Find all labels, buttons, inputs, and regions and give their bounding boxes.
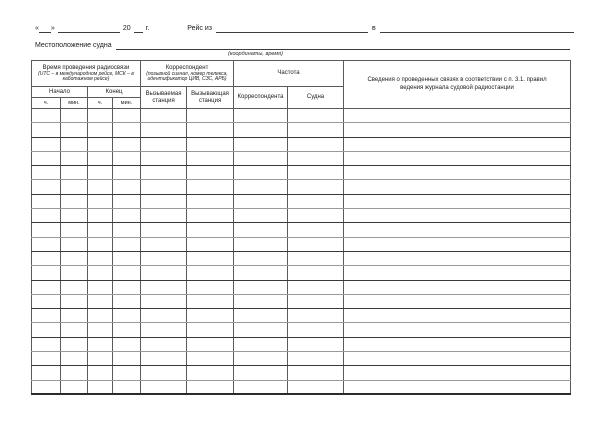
empty-cell <box>113 352 141 366</box>
empty-cell <box>187 194 234 208</box>
empty-cell <box>234 137 288 151</box>
empty-cell <box>88 337 113 351</box>
empty-cell <box>187 123 234 137</box>
empty-cell <box>288 366 344 380</box>
table-row <box>32 109 571 123</box>
empty-cell <box>141 166 187 180</box>
table-row <box>32 323 571 337</box>
empty-cell <box>61 194 88 208</box>
empty-cell <box>113 309 141 323</box>
frequency-correspondent-label: Корреспондента <box>237 94 284 101</box>
empty-cell <box>61 209 88 223</box>
empty-cell <box>187 180 234 194</box>
empty-cell <box>61 123 88 137</box>
empty-cell <box>61 223 88 237</box>
table-row <box>32 380 571 394</box>
empty-cell <box>88 280 113 294</box>
empty-cell <box>32 251 61 265</box>
empty-cell <box>32 280 61 294</box>
empty-cell <box>187 151 234 165</box>
empty-cell <box>32 337 61 351</box>
empty-cell <box>141 151 187 165</box>
empty-cell <box>344 366 571 380</box>
empty-cell <box>141 194 187 208</box>
col-header-start-minute <box>61 98 88 109</box>
col-header-frequency-correspondent <box>234 87 288 109</box>
header-group-row <box>32 61 571 87</box>
empty-cell <box>113 180 141 194</box>
empty-cell <box>344 123 571 137</box>
empty-cell <box>234 223 288 237</box>
ship-location-label: Местоположение судна <box>35 42 112 49</box>
empty-cell <box>88 352 113 366</box>
table-row <box>32 266 571 280</box>
table-row <box>32 251 571 265</box>
table-row <box>32 223 571 237</box>
empty-cell <box>141 294 187 308</box>
empty-cell <box>234 180 288 194</box>
called-station-label: Вызываемая станция <box>145 91 182 104</box>
table-row <box>32 337 571 351</box>
voyage-to-label: в <box>372 25 376 32</box>
empty-cell <box>113 337 141 351</box>
table-header <box>32 61 571 109</box>
voyage-from-label: Рейс из <box>187 25 212 32</box>
empty-cell <box>88 237 113 251</box>
empty-cell <box>61 294 88 308</box>
empty-cell <box>32 237 61 251</box>
empty-cell <box>32 137 61 151</box>
empty-cell <box>344 294 571 308</box>
empty-cell <box>88 294 113 308</box>
empty-cell <box>88 109 113 123</box>
empty-cell <box>344 380 571 394</box>
empty-cell <box>141 309 187 323</box>
empty-cell <box>288 137 344 151</box>
empty-cell <box>141 251 187 265</box>
table-row <box>32 180 571 194</box>
ship-location-blank <box>116 41 570 50</box>
empty-cell <box>32 223 61 237</box>
empty-cell <box>32 151 61 165</box>
empty-cell <box>61 323 88 337</box>
empty-cell <box>32 209 61 223</box>
empty-cell <box>113 209 141 223</box>
empty-cell <box>187 209 234 223</box>
quote-open: « <box>35 25 39 32</box>
empty-cell <box>234 194 288 208</box>
empty-cell <box>141 323 187 337</box>
empty-cell <box>234 294 288 308</box>
empty-cell <box>234 123 288 137</box>
empty-cell <box>234 266 288 280</box>
empty-cell <box>344 266 571 280</box>
empty-cell <box>288 123 344 137</box>
calling-station-label: Вызывающая станция <box>191 91 229 104</box>
empty-cell <box>141 223 187 237</box>
empty-cell <box>234 309 288 323</box>
empty-cell <box>344 251 571 265</box>
empty-cell <box>234 323 288 337</box>
empty-cell <box>32 180 61 194</box>
quote-close: » <box>50 25 55 32</box>
empty-cell <box>187 366 234 380</box>
empty-cell <box>344 223 571 237</box>
empty-cell <box>61 309 88 323</box>
empty-cell <box>88 366 113 380</box>
empty-cell <box>32 366 61 380</box>
empty-cell <box>288 280 344 294</box>
empty-cell <box>113 266 141 280</box>
empty-cell <box>61 109 88 123</box>
empty-cell <box>141 366 187 380</box>
empty-cell <box>288 294 344 308</box>
empty-cell <box>88 266 113 280</box>
empty-cell <box>344 337 571 351</box>
empty-cell <box>141 237 187 251</box>
empty-cell <box>88 380 113 394</box>
empty-cell <box>187 266 234 280</box>
empty-cell <box>32 323 61 337</box>
table-row <box>32 237 571 251</box>
empty-cell <box>32 123 61 137</box>
start-label: Начало <box>49 88 70 95</box>
empty-cell <box>234 237 288 251</box>
coordinates-time-note: (координаты, время) <box>228 51 283 57</box>
col-header-correspondent-group <box>141 61 234 87</box>
empty-cell <box>288 352 344 366</box>
start-hour-label: ч. <box>43 100 49 106</box>
table-row <box>32 123 571 137</box>
empty-cell <box>187 309 234 323</box>
empty-cell <box>141 123 187 137</box>
date-day-blank <box>39 24 51 33</box>
empty-cell <box>61 180 88 194</box>
empty-cell <box>88 180 113 194</box>
empty-cell <box>187 223 234 237</box>
table-row <box>32 137 571 151</box>
empty-cell <box>344 352 571 366</box>
empty-cell <box>88 194 113 208</box>
empty-cell <box>344 209 571 223</box>
col-header-time-group <box>32 61 141 87</box>
empty-cell <box>88 166 113 180</box>
empty-cell <box>288 251 344 265</box>
date-month-blank <box>58 24 120 33</box>
empty-cell <box>113 151 141 165</box>
empty-cell <box>288 209 344 223</box>
empty-cell <box>88 309 113 323</box>
empty-cell <box>113 280 141 294</box>
empty-cell <box>288 309 344 323</box>
empty-cell <box>141 337 187 351</box>
empty-cell <box>113 366 141 380</box>
empty-cell <box>88 137 113 151</box>
empty-cell <box>61 380 88 394</box>
empty-cell <box>113 137 141 151</box>
empty-cell <box>32 352 61 366</box>
empty-cell <box>88 123 113 137</box>
table-row <box>32 166 571 180</box>
table-row <box>32 151 571 165</box>
empty-cell <box>141 109 187 123</box>
empty-cell <box>234 366 288 380</box>
empty-cell <box>187 294 234 308</box>
table-row <box>32 280 571 294</box>
table-row <box>32 209 571 223</box>
empty-cell <box>61 266 88 280</box>
correspondent-group-title: Корреспондент <box>165 64 209 71</box>
empty-cell <box>61 352 88 366</box>
radio-log-table <box>31 60 571 395</box>
empty-cell <box>288 223 344 237</box>
empty-cell <box>113 166 141 180</box>
empty-cell <box>113 123 141 137</box>
empty-cell <box>187 380 234 394</box>
empty-cell <box>113 237 141 251</box>
empty-cell <box>113 294 141 308</box>
empty-cell <box>113 109 141 123</box>
empty-cell <box>61 137 88 151</box>
empty-cell <box>187 109 234 123</box>
empty-cell <box>234 337 288 351</box>
col-header-end-hour <box>88 98 113 109</box>
col-header-frequency-ship <box>288 87 344 109</box>
empty-cell <box>344 109 571 123</box>
empty-cell <box>32 380 61 394</box>
empty-cell <box>141 180 187 194</box>
frequency-group-title: Частота <box>277 70 300 76</box>
empty-cell <box>61 151 88 165</box>
empty-cell <box>32 309 61 323</box>
log-table-body <box>32 109 571 395</box>
table-row <box>32 294 571 308</box>
empty-cell <box>344 151 571 165</box>
empty-cell <box>141 266 187 280</box>
empty-cell <box>187 280 234 294</box>
empty-cell <box>32 109 61 123</box>
empty-cell <box>61 237 88 251</box>
empty-cell <box>234 380 288 394</box>
empty-cell <box>113 194 141 208</box>
empty-cell <box>187 166 234 180</box>
empty-cell <box>344 237 571 251</box>
col-header-start-hour <box>32 98 61 109</box>
empty-cell <box>141 137 187 151</box>
empty-cell <box>344 309 571 323</box>
empty-cell <box>61 280 88 294</box>
col-header-called-station <box>141 87 187 109</box>
empty-cell <box>234 209 288 223</box>
empty-cell <box>88 323 113 337</box>
empty-cell <box>234 352 288 366</box>
empty-cell <box>344 180 571 194</box>
table-row <box>32 194 571 208</box>
empty-cell <box>234 166 288 180</box>
empty-cell <box>113 323 141 337</box>
empty-cell <box>288 323 344 337</box>
end-label: Конец <box>105 88 123 95</box>
start-minute-label: мин. <box>68 100 80 106</box>
empty-cell <box>88 251 113 265</box>
empty-cell <box>113 380 141 394</box>
empty-cell <box>113 223 141 237</box>
empty-cell <box>187 237 234 251</box>
col-header-end <box>88 87 141 98</box>
time-group-title: Время проведения радиосвязи <box>42 64 130 71</box>
empty-cell <box>288 109 344 123</box>
date-century-label: 20 <box>122 25 131 32</box>
date-year-suffix-label: г. <box>145 25 150 32</box>
empty-cell <box>344 323 571 337</box>
empty-cell <box>187 323 234 337</box>
empty-cell <box>88 209 113 223</box>
empty-cell <box>141 352 187 366</box>
empty-cell <box>187 352 234 366</box>
empty-cell <box>141 380 187 394</box>
date-year-blank <box>134 24 143 33</box>
empty-cell <box>344 137 571 151</box>
ship-location-line <box>35 40 570 50</box>
empty-cell <box>61 251 88 265</box>
col-header-frequency-group <box>234 61 344 87</box>
empty-cell <box>61 337 88 351</box>
empty-cell <box>32 266 61 280</box>
empty-cell <box>32 194 61 208</box>
empty-cell <box>187 137 234 151</box>
correspondent-group-subtitle: (позывной сигнал, номер телекса, идентификатор ЦИВ, СЗС, АРБ) <box>146 70 228 82</box>
empty-cell <box>288 266 344 280</box>
empty-cell <box>61 166 88 180</box>
empty-cell <box>141 280 187 294</box>
end-hour-label: ч. <box>97 100 103 106</box>
col-header-calling-station <box>187 87 234 109</box>
empty-cell <box>234 280 288 294</box>
empty-cell <box>288 380 344 394</box>
empty-cell <box>344 194 571 208</box>
empty-cell <box>234 109 288 123</box>
empty-cell <box>288 180 344 194</box>
date-voyage-line <box>35 23 574 33</box>
empty-cell <box>141 209 187 223</box>
empty-cell <box>234 151 288 165</box>
empty-cell <box>187 337 234 351</box>
col-header-details <box>344 61 571 109</box>
empty-cell <box>288 166 344 180</box>
empty-cell <box>88 223 113 237</box>
table-row <box>32 366 571 380</box>
empty-cell <box>288 237 344 251</box>
voyage-to-blank <box>380 24 574 33</box>
col-header-start <box>32 87 88 98</box>
empty-cell <box>344 166 571 180</box>
empty-cell <box>32 166 61 180</box>
empty-cell <box>288 151 344 165</box>
empty-cell <box>344 280 571 294</box>
table-row <box>32 309 571 323</box>
details-column-title: Сведения о проведенных связях в соответствии с п. 3.1. правил ведения журнала судовой радиостанции <box>367 77 547 91</box>
empty-cell <box>88 151 113 165</box>
empty-cell <box>288 194 344 208</box>
time-group-subtitle: (UTC – в международном рейсе, МСК – в каботажном рейсе) <box>38 70 134 82</box>
frequency-ship-label: Судна <box>306 94 325 101</box>
empty-cell <box>234 251 288 265</box>
col-header-end-minute <box>113 98 141 109</box>
empty-cell <box>288 337 344 351</box>
table-row <box>32 352 571 366</box>
voyage-from-blank <box>216 24 368 33</box>
empty-cell <box>113 251 141 265</box>
end-minute-label: мин. <box>120 100 133 106</box>
empty-cell <box>32 294 61 308</box>
empty-cell <box>187 251 234 265</box>
empty-cell <box>61 366 88 380</box>
